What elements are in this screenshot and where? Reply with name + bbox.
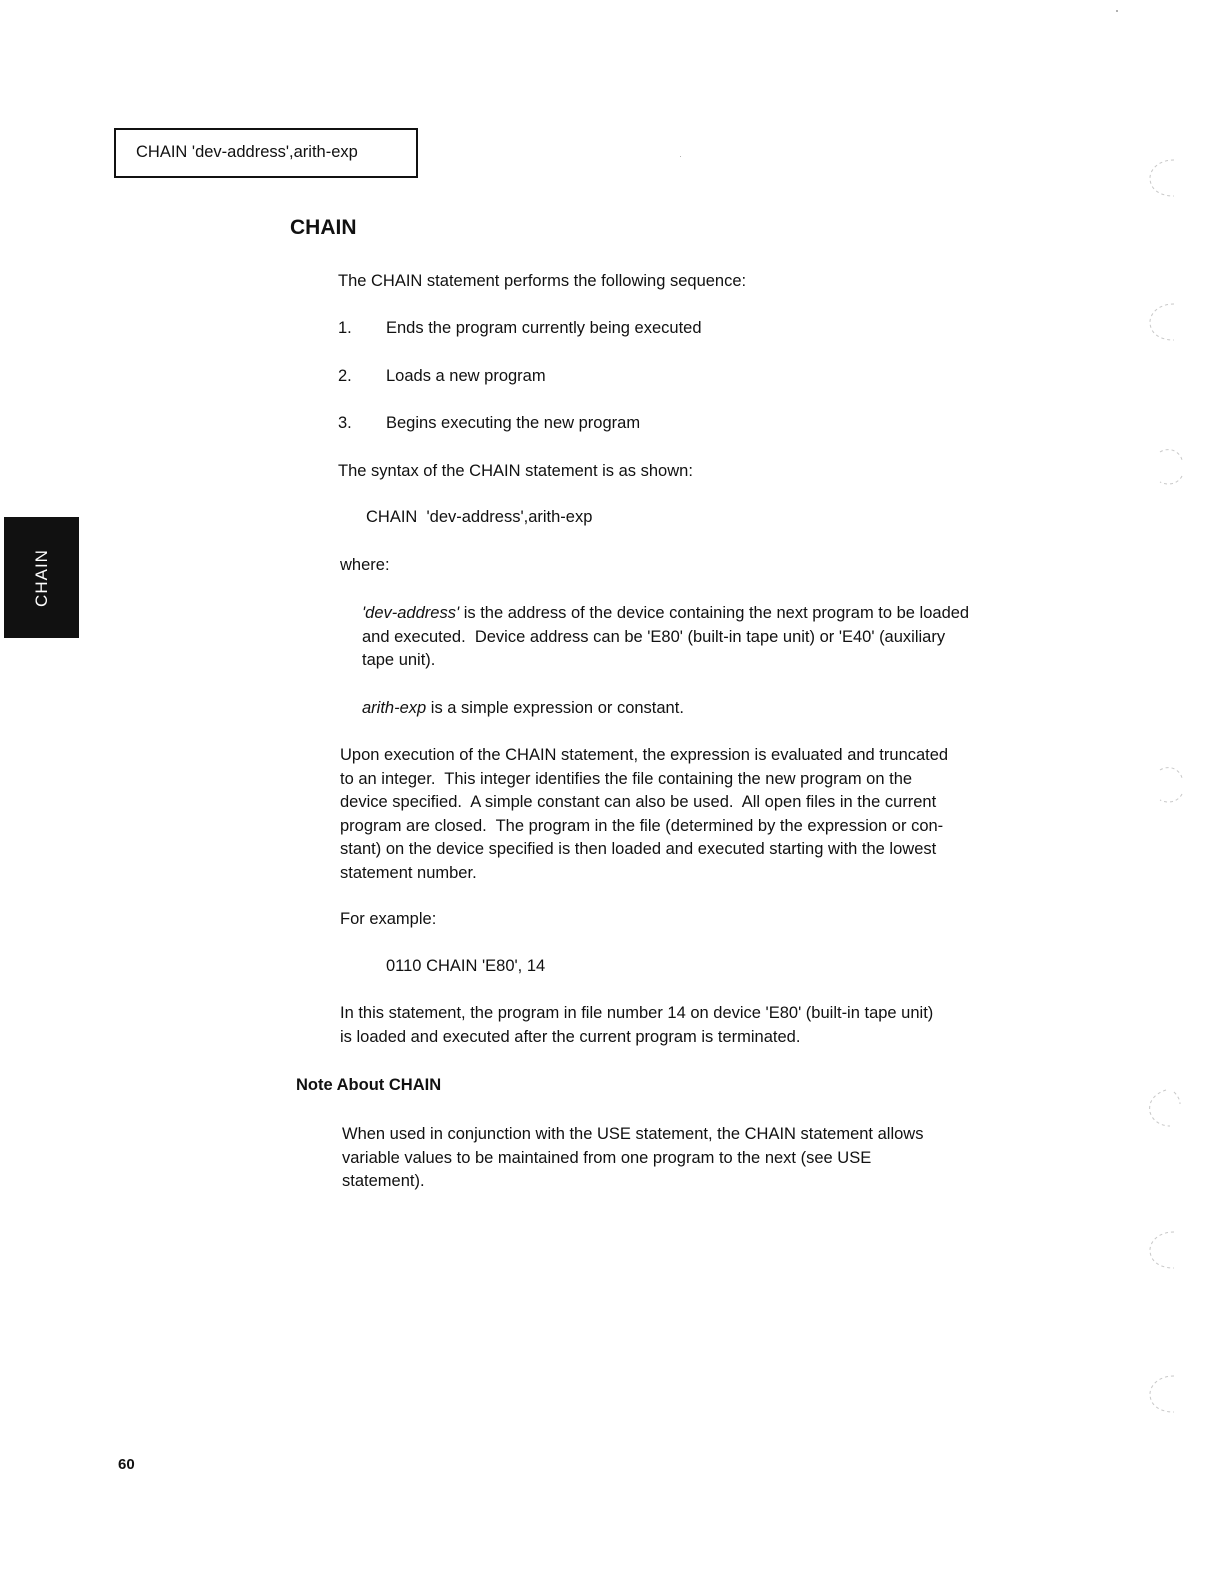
list-item — [338, 317, 702, 341]
paragraph-line: statement). — [342, 1172, 425, 1190]
list-number: 2. — [338, 367, 352, 385]
param-term: arith-exp — [362, 699, 427, 717]
param-desc-line: and executed. Device address can be 'E80' (built-in tape unit) or 'E40' (auxiliary — [362, 627, 946, 646]
binder-hole-mark — [1146, 1086, 1182, 1130]
side-tab — [4, 517, 79, 638]
where-label: where: — [340, 556, 390, 574]
syntax-box — [114, 128, 418, 178]
paragraph-line: statement number. — [340, 863, 477, 882]
param-desc: is a simple expression or constant. — [426, 699, 684, 717]
list-text: Begins executing the new program — [386, 414, 641, 432]
page-number: 60 — [118, 1456, 135, 1473]
example-label: For example: — [340, 910, 437, 928]
binder-hole-mark — [1146, 156, 1182, 200]
list-text: Loads a new program — [386, 367, 546, 385]
list-number: 3. — [338, 414, 352, 432]
param-arith-exp — [362, 697, 684, 721]
note-heading: Note About CHAIN — [296, 1076, 442, 1094]
syntax-intro: The syntax of the CHAIN statement is as shown: — [338, 462, 693, 480]
paragraph-line: to an integer. This integer identifies the file containing the new program on the — [340, 769, 913, 788]
binder-hole-mark — [1146, 1228, 1182, 1272]
syntax-line: CHAIN 'dev-address',arith-exp — [366, 508, 593, 526]
section-title: CHAIN — [290, 216, 357, 239]
binder-hole-mark — [1150, 444, 1186, 488]
paragraph-line: variable values to be maintained from one program to the next (see USE — [342, 1148, 872, 1167]
binder-hole-mark — [1146, 1372, 1182, 1416]
param-dev-address — [362, 602, 1062, 673]
scan-speck — [680, 156, 681, 157]
paragraph-line: When used in conjunction with the USE statement, the CHAIN statement allows — [342, 1125, 924, 1143]
param-desc-line: tape unit). — [362, 651, 436, 669]
paragraph-line: stant) on the device specified is then loaded and executed starting with the lowest — [340, 840, 937, 858]
note-paragraph — [342, 1123, 1042, 1194]
intro-text: The CHAIN statement performs the following sequence: — [338, 272, 747, 290]
syntax-box-text: CHAIN 'dev-address',arith-exp — [136, 143, 358, 161]
paragraph-line: device specified. A simple constant can also be used. All open files in the current — [340, 793, 937, 811]
scan-speck — [1116, 10, 1118, 12]
list-item — [338, 412, 640, 436]
example-explanation — [340, 1002, 1060, 1049]
list-item — [338, 365, 546, 389]
paragraph-line: In this statement, the program in file number 14 on device 'E80' (built-in tape unit) — [340, 1004, 934, 1022]
list-text: Ends the program currently being executed — [386, 319, 702, 337]
paragraph-line: is loaded and executed after the current program is terminated. — [340, 1027, 801, 1046]
execution-paragraph — [340, 744, 1060, 885]
side-tab-label: CHAIN — [31, 548, 51, 607]
paragraph-line: program are closed. The program in the file (determined by the expression or con- — [340, 816, 944, 835]
binder-hole-mark — [1150, 762, 1186, 806]
param-desc-line: is the address of the device containing the next program to be loaded — [459, 604, 970, 622]
paragraph-line: Upon execution of the CHAIN statement, the expression is evaluated and truncated — [340, 746, 949, 764]
binder-hole-mark — [1146, 300, 1182, 344]
param-term: 'dev-address' — [362, 604, 460, 622]
list-number: 1. — [338, 319, 352, 337]
example-code: 0110 CHAIN 'E80', 14 — [386, 957, 546, 975]
